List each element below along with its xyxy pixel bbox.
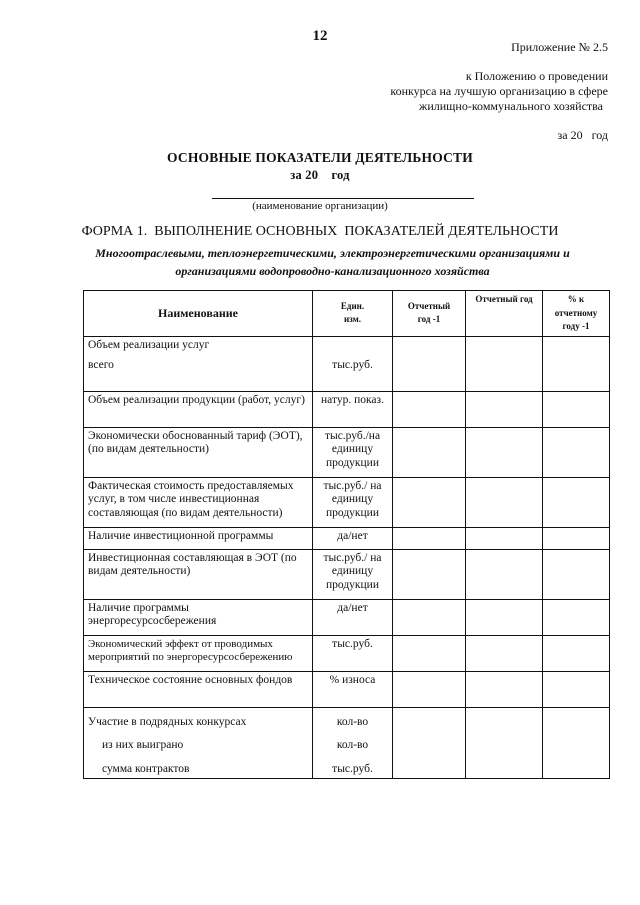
- row-cell-percent[interactable]: [543, 549, 610, 599]
- header-percent-line-3: году -1: [562, 321, 590, 331]
- organization-name-line: [212, 198, 474, 199]
- header-current-year: Отчетный год: [466, 291, 543, 337]
- row-cell-previous-year[interactable]: [393, 549, 466, 599]
- header-percent: [543, 291, 610, 337]
- row-unit: [313, 707, 393, 779]
- row-name-line-1: Участие в подрядных конкурсах: [88, 715, 247, 728]
- row-cell-current-year[interactable]: [466, 671, 543, 707]
- header-percent-line-1: % к: [567, 294, 585, 304]
- document-title: ОСНОВНЫЕ ПОКАЗАТЕЛИ ДЕЯТЕЛЬНОСТИ: [167, 150, 473, 165]
- row-cell-current-year[interactable]: [466, 336, 543, 391]
- table-row: [84, 599, 610, 635]
- table-row: [84, 671, 610, 707]
- appendix-line-2: к Положению о проведении: [465, 69, 608, 83]
- appendix-line-3: конкурса на лучшую организацию в сфере: [390, 84, 608, 98]
- row-name: [84, 707, 313, 779]
- table-row: [84, 391, 610, 427]
- page-number: 12: [312, 28, 328, 44]
- form-subtitle: [70, 244, 595, 280]
- row-cell-percent[interactable]: [543, 477, 610, 527]
- document-title-year: за 20 год: [290, 168, 350, 182]
- row-name: Инвестиционная составляющая в ЭОТ (по видам деятельности): [84, 549, 313, 599]
- row-cell-current-year[interactable]: [466, 549, 543, 599]
- header-previous-year: [393, 291, 466, 337]
- row-unit-line-1: кол-во: [336, 715, 369, 728]
- row-unit: да/нет: [313, 527, 393, 549]
- row-cell-previous-year[interactable]: [393, 671, 466, 707]
- row-unit: тыс.руб./на единицу продукции: [313, 427, 393, 477]
- table-row: [84, 635, 610, 671]
- header-unit-line-2: изм.: [343, 314, 362, 325]
- row-cell-previous-year[interactable]: [393, 527, 466, 549]
- row-cell-previous-year[interactable]: [393, 427, 466, 477]
- organization-caption: (наименование организации): [252, 200, 388, 212]
- table-row: [84, 549, 610, 599]
- row-cell-percent[interactable]: [543, 391, 610, 427]
- row-cell-previous-year[interactable]: [393, 599, 466, 635]
- row-cell-previous-year[interactable]: [393, 477, 466, 527]
- row-cell-previous-year[interactable]: [393, 336, 466, 391]
- row-name: Экономически обоснованный тариф (ЭОТ), (по видам деятельности): [84, 427, 313, 477]
- row-cell-percent[interactable]: [543, 707, 610, 779]
- row-cell-previous-year[interactable]: [393, 707, 466, 779]
- row-cell-current-year[interactable]: [466, 427, 543, 477]
- header-previous-year-line-1: Отчетный: [407, 300, 451, 311]
- row-unit-value: тыс.руб.: [332, 358, 373, 371]
- header-percent-line-2: отчетному: [554, 307, 598, 318]
- row-cell-percent[interactable]: [543, 527, 610, 549]
- row-name: Объем реализации продукции (работ, услуг): [84, 391, 313, 427]
- appendix-line-4: жилищно-коммунального хозяйства: [419, 99, 603, 113]
- row-cell-current-year[interactable]: [466, 391, 543, 427]
- row-unit: [313, 336, 393, 391]
- row-name-line-2: всего: [88, 359, 114, 371]
- header-unit: [313, 291, 393, 337]
- row-unit: натур. показ.: [313, 391, 393, 427]
- row-cell-percent[interactable]: [543, 635, 610, 671]
- row-cell-percent[interactable]: [543, 671, 610, 707]
- row-cell-current-year[interactable]: [466, 707, 543, 779]
- row-cell-previous-year[interactable]: [393, 635, 466, 671]
- row-name-line-2: из них выиграно: [102, 739, 184, 751]
- row-name: Наличие программы энергоресурсосбережения: [84, 599, 313, 635]
- indicators-table: [83, 290, 610, 779]
- header-unit-line-1: Един.: [340, 300, 365, 311]
- row-unit: да/нет: [313, 599, 393, 635]
- row-unit-line-2: кол-во: [336, 739, 369, 751]
- table-row: [84, 527, 610, 549]
- row-name: Наличие инвестиционной программы: [84, 527, 313, 549]
- row-name-line-1: Объем реализации услуг: [88, 338, 210, 351]
- row-cell-percent[interactable]: [543, 427, 610, 477]
- table-row: [84, 336, 610, 391]
- row-cell-percent[interactable]: [543, 599, 610, 635]
- row-cell-current-year[interactable]: [466, 527, 543, 549]
- row-name: Техническое состояние основных фондов: [84, 671, 313, 707]
- row-cell-percent[interactable]: [543, 336, 610, 391]
- row-unit: тыс.руб./ на единицу продукции: [313, 549, 393, 599]
- row-cell-current-year[interactable]: [466, 477, 543, 527]
- table-row: [84, 427, 610, 477]
- row-cell-current-year[interactable]: [466, 599, 543, 635]
- header-previous-year-line-2: год -1: [417, 314, 441, 325]
- form-title: ФОРМА 1. ВЫПОЛНЕНИЕ ОСНОВНЫХ ПОКАЗАТЕЛЕЙ ДЕЯТЕЛЬНОСТИ: [81, 224, 559, 239]
- row-unit: тыс.руб.: [313, 635, 393, 671]
- row-unit: тыс.руб./ на единицу продукции: [313, 477, 393, 527]
- appendix-number: Приложение № 2.5: [511, 40, 608, 54]
- row-name: Фактическая стоимость предоставляемых услуг, в том числе инвестиционная составляющая (по видам деятельности): [84, 477, 313, 527]
- table-header-row: [84, 291, 610, 337]
- form-subtitle-line-1: Многоотраслевыми, теплоэнергетическими, электроэнергетическими организациями и: [95, 246, 570, 260]
- table-row: [84, 707, 610, 779]
- row-unit-line-3: тыс.руб.: [332, 762, 373, 775]
- row-name-line-3: сумма контрактов: [102, 762, 190, 775]
- appendix-year: за 20 год: [557, 128, 608, 142]
- row-cell-previous-year[interactable]: [393, 391, 466, 427]
- row-cell-current-year[interactable]: [466, 635, 543, 671]
- table-row: [84, 477, 610, 527]
- row-unit: % износа: [313, 671, 393, 707]
- form-subtitle-line-2: организациями водопроводно-канализационного хозяйства: [175, 264, 490, 278]
- header-name: Наименование: [84, 291, 313, 337]
- row-name: Экономический эффект от проводимых мероприятий по энергоресурсосбережению: [84, 635, 313, 671]
- row-name: [84, 336, 313, 391]
